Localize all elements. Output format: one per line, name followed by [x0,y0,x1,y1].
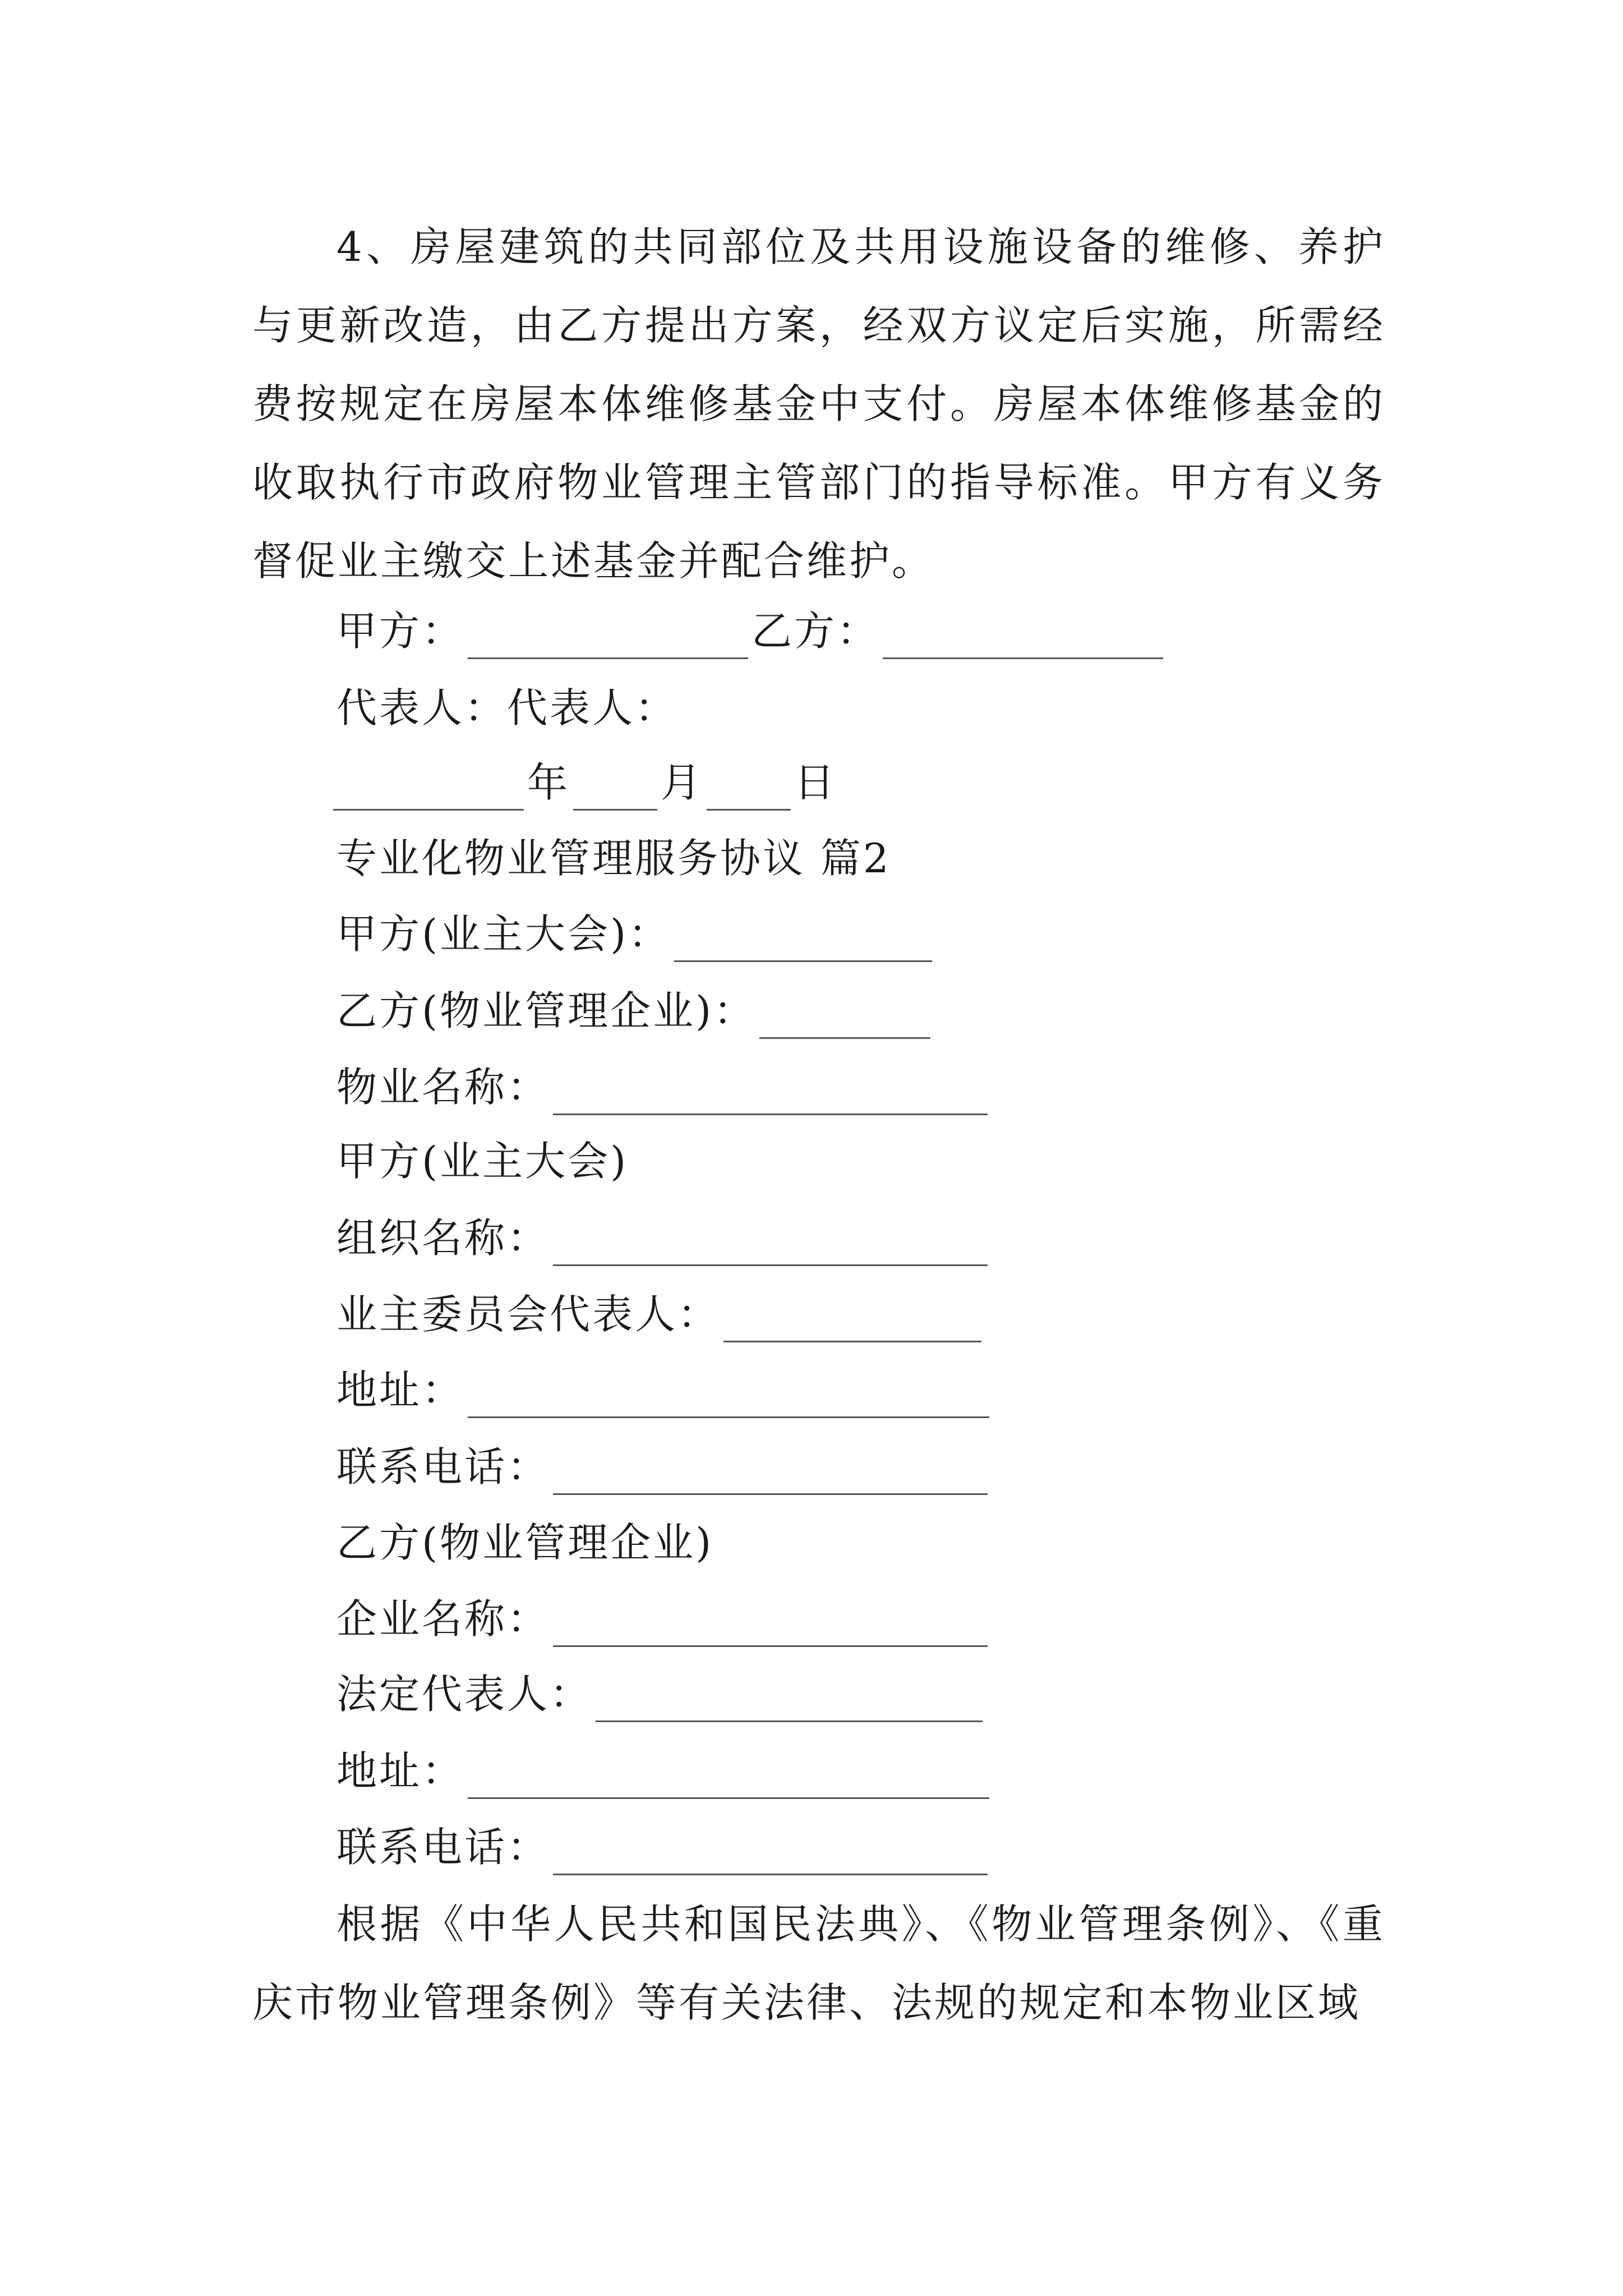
address-a-line [336,1362,993,1418]
representative-label: 代表人：代表人： [336,684,678,731]
section-heading [336,830,891,886]
company-name-label: 企业名称： [336,1595,550,1642]
legal-basis-paragraph: 根据《中华人民共和国民法典》、《物业管理条例》、《重庆市物业管理条例》等有关法律、法规的规定和本物业区域 [252,1901,1385,2026]
property-name-label: 物业名称： [336,1064,550,1111]
party-a-owner-assembly-blank[interactable] [674,918,932,962]
org-name-blank[interactable] [553,1222,988,1266]
phone-a-label: 联系电话： [336,1443,550,1490]
address-a-blank[interactable] [468,1374,989,1418]
address-b-line [336,1743,993,1799]
company-name-line [336,1591,991,1647]
legal-rep-label: 法定代表人： [336,1671,593,1718]
legal-rep-blank[interactable] [596,1678,983,1722]
org-name-line [336,1210,991,1266]
committee-rep-line [336,1286,985,1342]
party-a-section-label: 甲方(业主大会) [336,1138,629,1185]
legal-rep-line [336,1666,986,1722]
party-b-section-label: 乙方(物业管理企业) [336,1519,714,1566]
org-name-label: 组织名称： [336,1214,550,1262]
sign-party-a-blank[interactable] [468,615,748,659]
date-day-label: 日 [794,759,837,806]
address-b-blank[interactable] [468,1755,989,1799]
clause-4-paragraph: 4、房屋建筑的共同部位及共用设施设备的维修、养护与更新改造，由乙方提出方案，经双方议定后实施，所需经费按规定在房屋本体维修基金中支付。房屋本体维修基金的收取执行市政府物业管理主管部门的指导标准。甲方有义务督促业主缴交上述基金并配合维护。 [252,223,1385,585]
company-name-blank[interactable] [553,1603,988,1647]
phone-a-line [336,1439,991,1495]
phone-a-blank[interactable] [553,1451,988,1495]
address-a-label: 地址： [336,1366,465,1414]
party-b-company-label: 乙方(物业管理企业)： [336,987,757,1034]
date-year-blank[interactable] [333,766,524,811]
sign-party-a-label: 甲方： [336,608,465,655]
party-a-owner-assembly-label: 甲方(业主大会)： [336,910,671,958]
representative-line [336,680,677,736]
sign-party-b-blank[interactable] [883,615,1163,659]
address-b-label: 地址： [336,1747,465,1795]
committee-rep-label: 业主委员会代表人： [336,1291,721,1338]
party-b-section-title [336,1515,713,1571]
party-a-line [336,906,935,962]
agreement-heading-2: 专业化物业管理服务协议 篇2 [336,835,891,882]
sign-party-b-label: 乙方： [751,608,880,655]
party-b-line [336,983,934,1039]
property-name-line [336,1059,991,1115]
property-name-blank[interactable] [553,1071,988,1115]
phone-b-line [336,1819,991,1875]
signature-parties-line [336,603,1166,659]
date-line [333,754,837,811]
date-month-blank[interactable] [573,766,657,811]
phone-b-label: 联系电话： [336,1824,550,1871]
date-year-label: 年 [527,759,570,806]
party-a-section-title [336,1133,628,1189]
phone-b-blank[interactable] [553,1831,988,1875]
date-day-blank[interactable] [707,766,791,811]
committee-rep-blank[interactable] [723,1298,981,1342]
party-b-company-blank[interactable] [759,995,930,1039]
date-month-label: 月 [661,759,704,806]
